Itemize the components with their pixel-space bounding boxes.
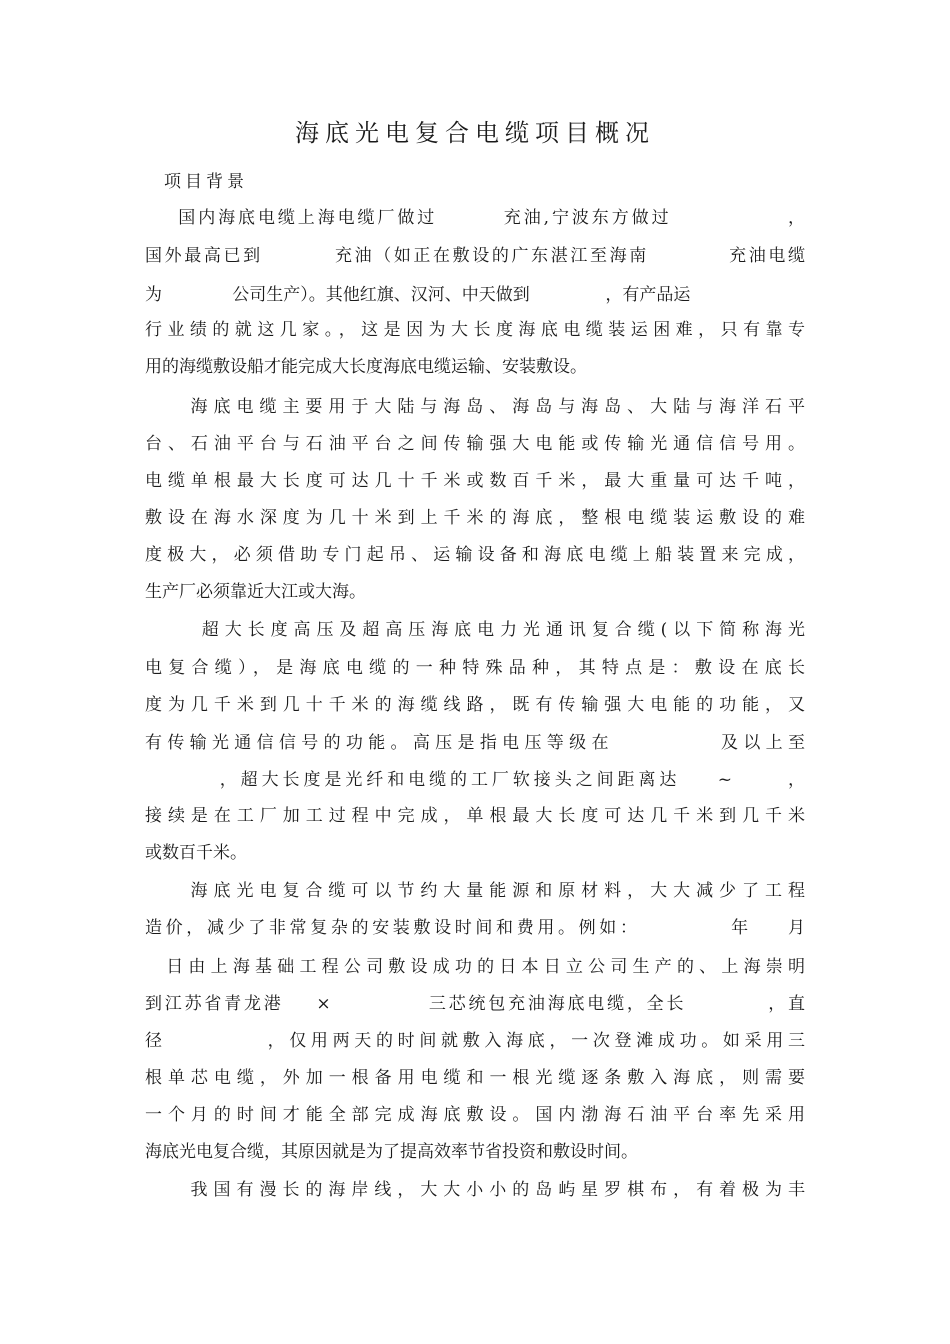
body-line: 接续是在工厂加工过程中完成，单根最大长度可达几千米到几千米 [145,806,805,826]
body-line: ，超大长度是光纤和电缆的工厂软接头之间距离达 ~ ， [145,770,805,790]
body-line: 度为几千米到几十千米的海缆线路，既有传输强大电能的功能，又 [145,695,805,715]
body-line: 电复合缆），是海底电缆的一种特殊品种，其特点是：敷设在底长 [145,658,805,678]
body-line: 台、石油平台与石油平台之间传输强大电能或传输光通信信号用。 [145,434,805,454]
body-line: 造价，减少了非常复杂的安装敷设时间和费用。例如： 年 月 [145,918,805,938]
body-line: 海底光电复合缆可以节约大量能源和原材料，大大减少了工程 [145,881,805,901]
body-line: 径 ，仅用两天的时间就敷入海底，一次登滩成功。如采用三 [145,1031,805,1051]
body-line: 根单芯电缆，外加一根备用电缆和一根光缆逐条敷入海底，则需要 [145,1068,805,1088]
body-line: 用的海缆敷设船才能完成大长度海底电缆运输、安装敷设。 [145,357,587,377]
body-line: 国外最高已到 充油（如正在敷设的广东湛江至海南 充油电缆 [145,246,805,266]
body-line: 国内海底电缆上海电缆厂做过 充油,宁波东方做过 ， [145,208,805,228]
body-line: 一个月的时间才能全部完成海底敷设。国内渤海石油平台率先采用 [145,1105,805,1125]
section-heading: 项目背景 [164,172,248,192]
body-line: 度极大，必须借助专门起吊、运输设备和海底电缆上船装置来完成， [145,545,805,565]
body-line: 海底光电复合缆，其原因就是为了提高效率节省投资和敷设时间。 [145,1142,638,1162]
body-line: 行业绩的就这几家。，这是因为大长度海底电缆装运困难，只有靠专 [145,320,805,340]
body-line: 生产厂必须靠近大江或大海。 [145,582,366,602]
page-title: 海底光电复合电缆项目概况 [295,119,655,147]
body-line: 海底电缆主要用于大陆与海岛、海岛与海岛、大陆与海洋石平 [145,397,805,417]
body-line: 电缆单根最大长度可达几十千米或数百千米，最大重量可达千吨， [145,471,805,491]
body-line: 到江苏省青龙港 × 三芯统包充油海底电缆，全长 ，直 [145,994,805,1014]
body-line: 为 公司生产）。其他红旗、汉河、中天做到 ，有产品运 [145,285,691,305]
body-line: 我国有漫长的海岸线，大大小小的岛屿星罗棋布，有着极为丰 [145,1180,805,1200]
body-line: 超大长度高压及超高压海底电力光通讯复合缆(以下简称海光 [145,620,805,640]
body-line: 敷设在海水深度为几十米到上千米的海底，整根电缆装运敷设的难 [145,508,805,528]
body-line: 有传输光通信信号的功能。高压是指电压等级在 及以上至 [145,733,805,753]
body-line: 日由上海基础工程公司敷设成功的日本日立公司生产的、上海崇明 [145,957,805,977]
body-line: 或数百千米。 [145,843,247,863]
